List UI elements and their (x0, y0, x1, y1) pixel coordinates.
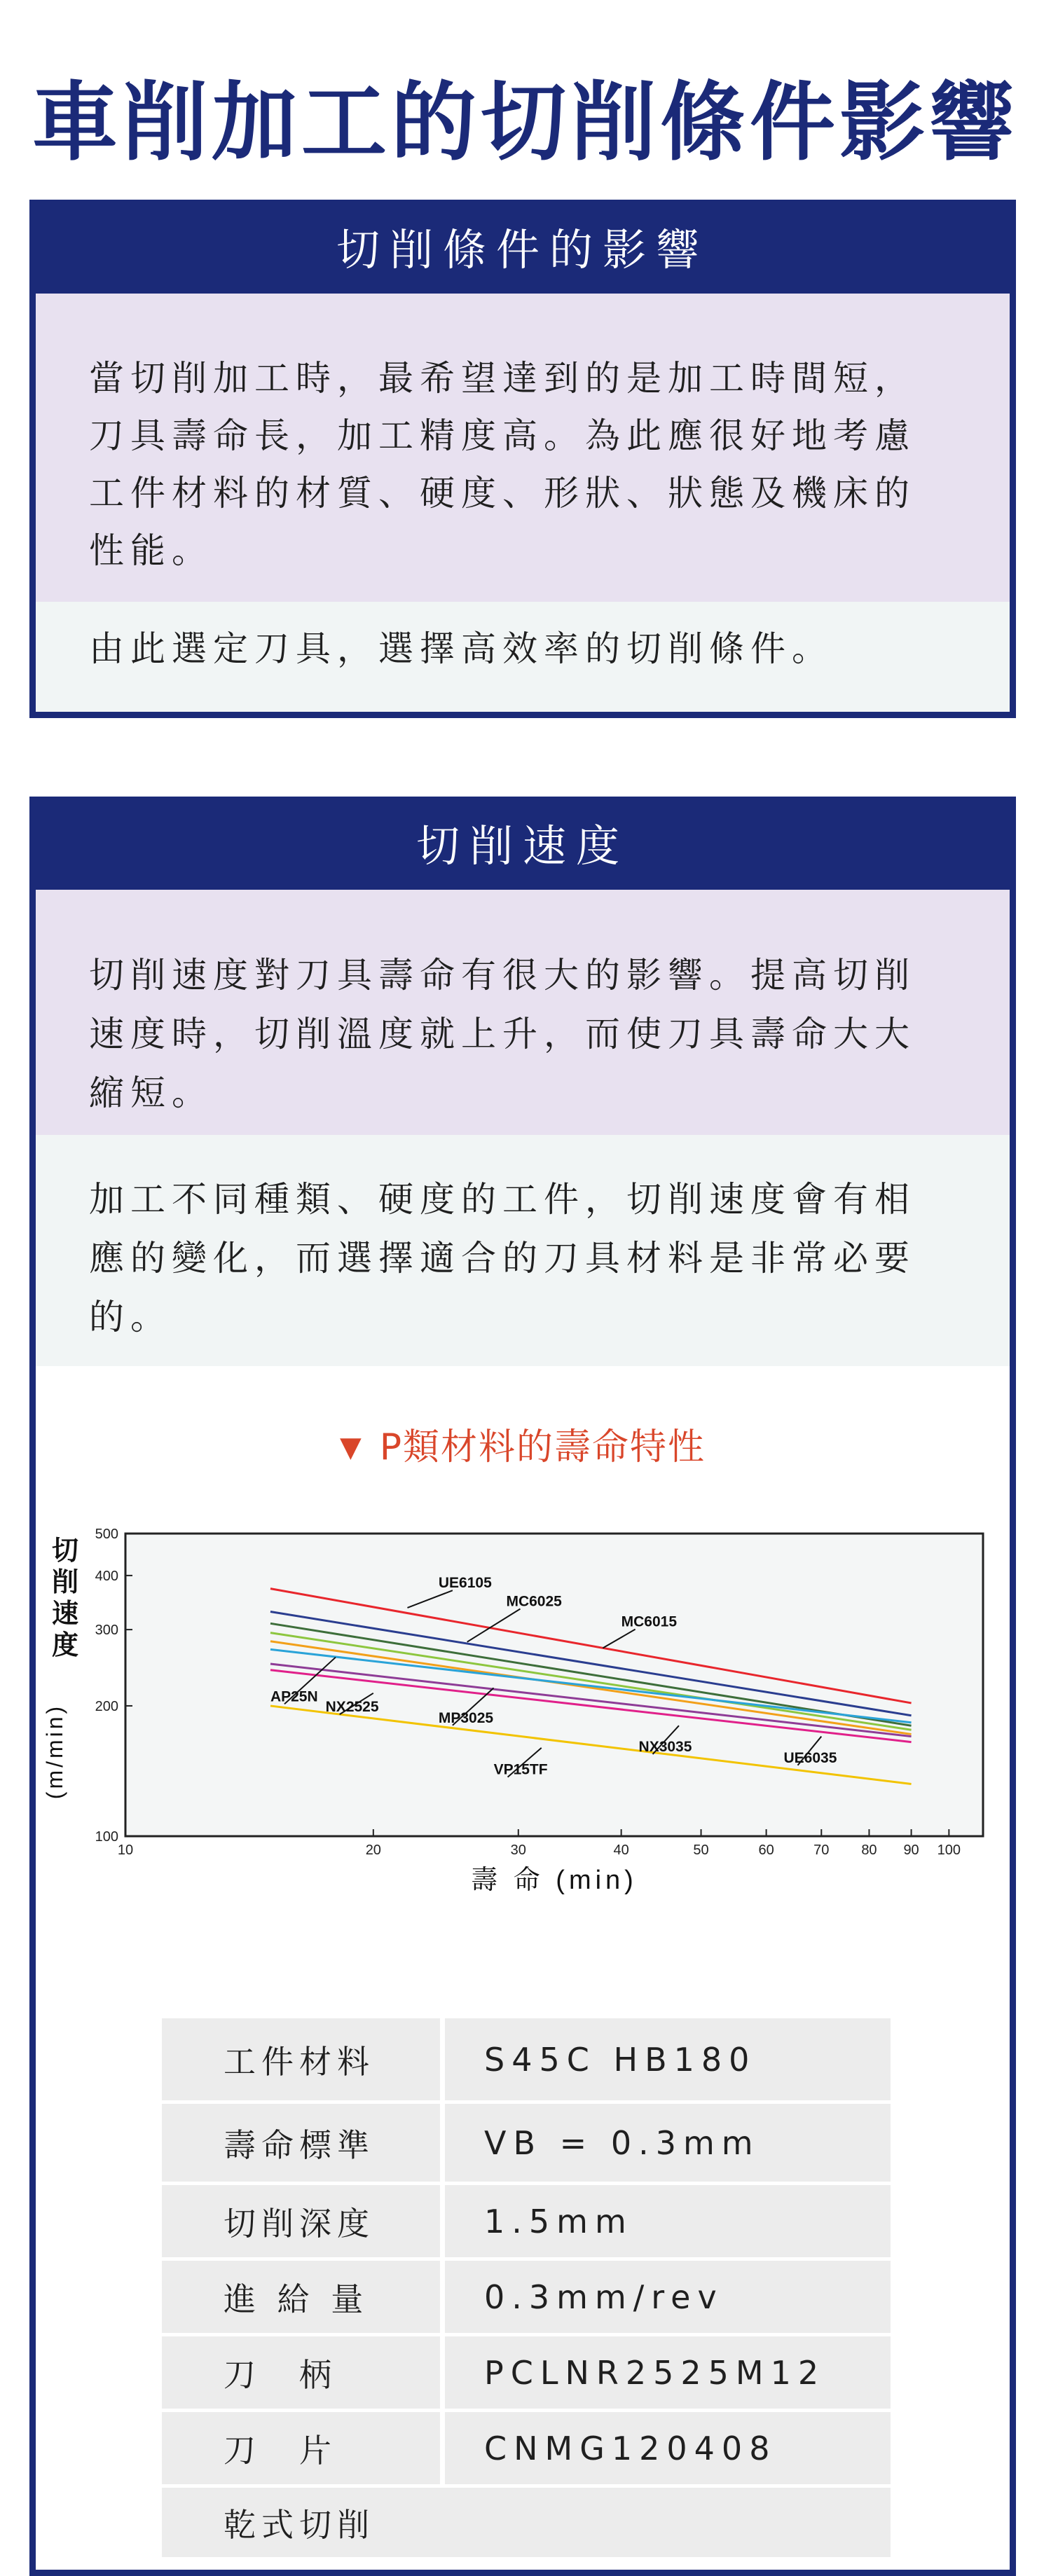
y-tick-label: 200 (95, 1698, 118, 1714)
x-tick-label: 50 (693, 1843, 709, 1858)
y-tick-label: 100 (95, 1829, 118, 1845)
x-tick-label: 20 (365, 1843, 381, 1858)
condition-value: 1.5mm (445, 2185, 891, 2261)
section-header: 切削條件的影響 (36, 206, 1010, 294)
svg-text:削: 削 (51, 1568, 79, 1597)
x-tick-label: 40 (613, 1843, 629, 1858)
svg-text:切: 切 (51, 1536, 79, 1566)
series-label: UE6035 (783, 1749, 837, 1766)
condition-label: 壽命標準 (162, 2104, 445, 2185)
table-row (162, 2488, 891, 2561)
triangle-down-icon: ▼ (339, 1431, 363, 1463)
series-label: MC6015 (621, 1613, 678, 1630)
y-tick-label: 400 (95, 1568, 118, 1584)
test-conditions-table (162, 2018, 891, 2561)
selection-paragraph: 由此選定刀具，選擇高效率的切削條件。 (36, 602, 1010, 712)
condition-label: 乾式切削 (162, 2488, 891, 2561)
tool-life-chart (36, 1517, 1010, 1966)
x-tick-label: 10 (117, 1843, 134, 1858)
y-axis-label (52, 1536, 78, 1660)
table-row (162, 2412, 891, 2488)
y-tick-label: 500 (95, 1527, 118, 1542)
svg-text:度: 度 (51, 1631, 79, 1660)
x-tick-label: 80 (861, 1843, 877, 1858)
speed-paragraph: 切削速度對刀具壽命有很大的影響。提高切削速度時，切削溫度就上升，而使刀具壽命大大縮短。 (36, 890, 1010, 1135)
chart-heading-text: P類材料的壽命特性 (379, 1426, 706, 1468)
condition-label: 刀 片 (162, 2412, 445, 2488)
x-tick-label: 100 (937, 1843, 961, 1858)
section-cutting-conditions (29, 200, 1016, 718)
series-label: VP15TF (493, 1761, 548, 1778)
y-axis-unit: (m/min) (42, 1703, 67, 1800)
condition-label: 切削深度 (162, 2185, 445, 2261)
table-row (162, 2336, 891, 2412)
series-label: MP3025 (438, 1709, 494, 1726)
x-tick-label: 90 (903, 1843, 919, 1858)
table-row (162, 2185, 891, 2261)
condition-value: S45C HB180 (445, 2018, 891, 2104)
condition-value: CNMG120408 (445, 2412, 891, 2488)
intro-paragraph: 當切削加工時，最希望達到的是加工時間短，刀具壽命長，加工精度高。為此應很好地考慮工件材料的材質、硬度、形狀、狀態及機床的性能。 (36, 294, 1010, 602)
table-row (162, 2104, 891, 2185)
condition-value: PCLNR2525M12 (445, 2336, 891, 2412)
section-header: 切削速度 (36, 803, 1010, 890)
page-title: 車削加工的切削條件影響 (32, 73, 1019, 172)
series-label: UE6105 (438, 1575, 492, 1592)
series-label: MC6025 (506, 1593, 562, 1610)
x-axis-label: 壽 命 (min) (471, 1866, 638, 1895)
condition-value: 0.3mm/rev (445, 2261, 891, 2336)
condition-value: VB = 0.3mm (445, 2104, 891, 2185)
section-cutting-speed (29, 797, 1016, 2576)
condition-label: 刀 柄 (162, 2336, 445, 2412)
material-paragraph: 加工不同種類、硬度的工件，切削速度會有相應的變化，而選擇適合的刀具材料是非常必要的。 (36, 1135, 1010, 1366)
chart-heading (36, 1419, 1010, 1475)
series-label: NX3035 (638, 1738, 692, 1755)
series-label: AP25N (270, 1688, 318, 1705)
table-row (162, 2261, 891, 2336)
y-tick-label: 300 (95, 1623, 118, 1639)
x-tick-label: 70 (813, 1843, 830, 1858)
x-tick-label: 60 (758, 1843, 774, 1858)
condition-label: 進 給 量 (162, 2261, 445, 2336)
x-tick-label: 30 (510, 1843, 526, 1858)
svg-text:速: 速 (51, 1599, 79, 1629)
plot-area (125, 1534, 983, 1836)
condition-label: 工件材料 (162, 2018, 445, 2104)
series-label: NX2525 (325, 1699, 379, 1716)
table-row (162, 2018, 891, 2104)
